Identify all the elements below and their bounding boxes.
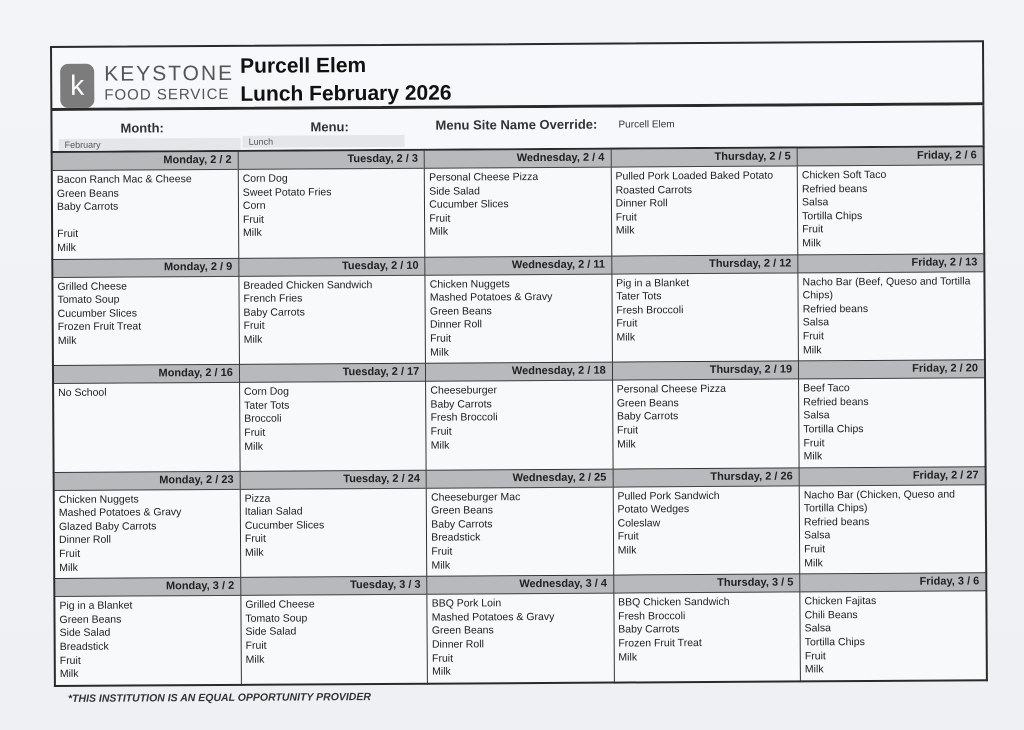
day-header: Thursday, 2 / 26 (613, 468, 798, 487)
day-header: Monday, 2 / 9 (53, 258, 238, 277)
menu-item: Milk (802, 237, 821, 250)
keystone-logo-icon: k (60, 64, 94, 108)
day-header: Friday, 2 / 6 (798, 147, 983, 166)
day-header: Tuesday, 2 / 10 (239, 257, 424, 276)
menu-item: Chicken Soft Taco (801, 168, 887, 182)
day-header: Monday, 3 / 2 (55, 578, 240, 597)
menu-item: Coleslaw (617, 517, 661, 530)
logo-text (104, 63, 234, 106)
menu-item: Side Salad (59, 627, 111, 640)
menu-item: Salsa (801, 196, 829, 209)
menu-item: Milk (243, 333, 263, 346)
day-cell (53, 364, 240, 472)
menu-item: Beef Taco (803, 382, 850, 395)
menu-item: Tomato Soup (245, 612, 308, 625)
day-header: Monday, 2 / 2 (53, 152, 238, 171)
menu-item: Milk (59, 668, 79, 681)
menu-item: Pig in a Blanket (616, 276, 690, 290)
day-cell (238, 150, 425, 258)
menu-item: Fruit (244, 533, 266, 546)
menu-item: Fruit (616, 424, 639, 437)
menu-item: Milk (57, 334, 77, 347)
month-value: February (59, 138, 241, 151)
menu-item: Baby Carrots (243, 306, 305, 319)
week-row (52, 253, 985, 365)
menu-item: Milk (617, 544, 637, 557)
menu-item: Grilled Cheese (245, 598, 315, 612)
header (50, 40, 984, 111)
menu-item: Baby Carrots (430, 398, 492, 411)
menu-item: Fresh Broccoli (616, 303, 684, 317)
menu-item: Corn Dog (243, 385, 289, 398)
menu-item: Broccoli (244, 412, 282, 426)
menu-item: Dinner Roll (429, 318, 482, 332)
week-row (52, 146, 985, 259)
title-block (240, 52, 452, 109)
menu-item: Milk (803, 450, 823, 463)
day-header: Friday, 2 / 13 (798, 254, 983, 273)
menu-item: Milk (616, 331, 636, 344)
menu-items (613, 380, 799, 455)
menu-item: Fruit (242, 213, 264, 226)
day-cell (797, 146, 984, 254)
day-header: Monday, 2 / 23 (55, 472, 240, 491)
override-label: Menu Site Name Override: (435, 116, 598, 133)
menu-item: Green Beans (56, 187, 119, 200)
override-value: Purcell Elem (618, 119, 675, 131)
menu-item: Salsa (804, 622, 831, 635)
menu-item: Refried beans (803, 515, 870, 529)
day-cell (800, 573, 987, 681)
menu-items (239, 275, 425, 350)
menu-items (799, 378, 984, 467)
day-header: Wednesday, 2 / 18 (426, 363, 611, 382)
menu-items (611, 166, 797, 241)
menu-item: Fruit (616, 317, 638, 330)
week-row (54, 466, 987, 578)
menu-calendar (51, 145, 988, 687)
menu-item: Glazed Baby Carrots (58, 520, 157, 533)
menu-item: Baby Carrots (431, 518, 493, 531)
menu-item: Fruit (617, 530, 639, 544)
day-cell (239, 363, 426, 471)
menu-item: Refried beans (802, 302, 869, 316)
school-name: Purcell Elem (240, 54, 367, 78)
menu-item: Personal Cheese Pizza (429, 171, 539, 184)
menu-item: Corn Dog (242, 172, 288, 185)
menu-item: Chicken Nuggets (429, 277, 510, 291)
week-row (53, 360, 986, 472)
menu-item: Italian Salad (244, 505, 303, 519)
menu-item: Milk (245, 653, 265, 666)
menu-item: Pig in a Blanket (59, 599, 133, 613)
day-header: Wednesday, 2 / 4 (425, 150, 610, 169)
menu-items (55, 596, 240, 685)
day-header: Friday, 2 / 27 (800, 467, 985, 486)
menu-item: Baby Carrots (56, 200, 119, 214)
menu-item: Chicken Fajitas (804, 595, 877, 608)
menu-item: Milk (59, 561, 78, 574)
menu-item: Frozen Fruit Treat (57, 320, 142, 334)
menu-item: Fruit (802, 223, 824, 236)
menu-item: Mashed Potatoes & Gravy (431, 610, 555, 624)
menu-items (613, 486, 799, 561)
menu-items (241, 488, 427, 563)
day-cell (54, 578, 241, 686)
menu-item: Fruit (59, 654, 81, 667)
day-cell (799, 466, 986, 574)
menu-item: Salsa (804, 529, 831, 542)
menu-item: Milk (432, 665, 451, 678)
day-cell (799, 360, 986, 468)
menu-item: Tater Tots (616, 290, 662, 303)
menu-title: Lunch February 2026 (240, 81, 452, 106)
menu-item: Side Salad (429, 184, 481, 198)
day-cell (54, 471, 241, 579)
menu-item: Milk (802, 343, 822, 356)
menu-item: Personal Cheese Pizza (616, 383, 726, 396)
menu-item: Tomato Soup (57, 293, 120, 307)
logo-line-1: KEYSTONE (104, 61, 235, 86)
day-cell (427, 575, 614, 683)
menu-item: Baby Carrots (616, 410, 679, 423)
menu-item: Grilled Cheese (57, 280, 127, 293)
day-cell (240, 470, 427, 578)
menu-items (800, 592, 985, 681)
menu-item: Milk (618, 651, 638, 664)
day-header: Thursday, 2 / 19 (613, 362, 798, 381)
day-header: Monday, 2 / 16 (54, 365, 239, 384)
day-cell (239, 257, 426, 365)
menu-item (57, 214, 234, 229)
menu-sheet (50, 40, 988, 705)
menu-item: Tortilla Chips (804, 636, 865, 649)
menu-item: No School (58, 386, 107, 400)
menu-item: Milk (615, 224, 635, 237)
menu-item: Milk (804, 556, 823, 570)
menu-items (239, 169, 425, 244)
day-header: Thursday, 3 / 5 (614, 575, 799, 594)
menu-item: Fruit (57, 228, 79, 241)
menu-item: Cheeseburger (430, 384, 497, 397)
menu-item: Dinner Roll (58, 534, 111, 547)
menu-item: Fruit (615, 211, 637, 224)
day-header: Tuesday, 2 / 17 (240, 364, 425, 383)
menu-item: Chicken Nuggets (58, 493, 139, 506)
menu-item: Tortilla Chips (802, 209, 863, 223)
menu-label: Menu: (310, 119, 349, 135)
menu-item: Fruit (243, 320, 265, 333)
menu-item: Mashed Potatoes & Gravy (58, 506, 182, 520)
menu-items (798, 272, 983, 361)
menu-item: Fruit (803, 436, 825, 449)
menu-items (241, 595, 427, 670)
day-cell (52, 151, 239, 259)
menu-item: Fruit (430, 425, 452, 438)
day-header: Friday, 2 / 20 (799, 360, 984, 379)
menu-item: Side Salad (245, 625, 297, 639)
menu-item: Green Beans (431, 504, 494, 517)
menu-item: Breadstick (431, 531, 481, 545)
menu-item: Pulled Pork Sandwich (617, 489, 720, 503)
menu-items (427, 487, 613, 576)
menu-item: Milk (244, 546, 264, 559)
menu-items (53, 276, 238, 351)
menu-items (53, 170, 238, 259)
menu-item: Salsa (802, 316, 830, 329)
menu-item: Breaded Chicken Sandwich (243, 278, 373, 292)
menu-item: Fruit (804, 649, 826, 663)
day-cell (425, 256, 612, 364)
day-header: Thursday, 2 / 5 (611, 148, 796, 167)
menu-items (240, 382, 426, 457)
menu-item: Fresh Broccoli (618, 609, 686, 623)
menu-item: Cucumber Slices (429, 198, 509, 211)
menu-items (800, 485, 985, 574)
menu-item: Green Beans (429, 305, 492, 318)
menu-items (612, 273, 798, 348)
menu-item: Fruit (245, 639, 267, 652)
menu-item: Sweet Potato Fries (242, 185, 332, 199)
day-cell (612, 361, 799, 469)
menu-item: BBQ Chicken Sandwich (618, 596, 730, 609)
day-cell (798, 253, 985, 361)
menu-item: Milk (804, 663, 824, 676)
menu-value: Lunch (243, 135, 405, 148)
day-cell (613, 574, 800, 682)
menu-item: Dinner Roll (431, 638, 484, 651)
day-header: Friday, 3 / 6 (800, 574, 985, 593)
menu-item: Fruit (431, 545, 453, 558)
menu-item: Fruit (429, 212, 451, 225)
day-cell (424, 149, 611, 257)
calendar-body (52, 146, 987, 685)
menu-item: Refried beans (803, 395, 869, 409)
menu-item: Milk (244, 440, 264, 453)
week-row (54, 573, 987, 686)
menu-item: Milk (57, 241, 76, 254)
menu-item: Milk (243, 227, 262, 240)
day-header: Wednesday, 2 / 11 (426, 256, 611, 275)
menu-items (614, 593, 800, 668)
menu-items (426, 381, 612, 456)
day-cell (611, 254, 798, 362)
menu-item: Mashed Potatoes & Gravy (429, 291, 553, 304)
menu-item: Milk (429, 225, 449, 239)
menu-item: Pulled Pork Loaded Baked Potato (615, 169, 774, 183)
menu-items (54, 383, 239, 404)
menu-item: Cheeseburger Mac (431, 490, 521, 504)
day-cell (611, 147, 798, 255)
menu-items (428, 594, 614, 683)
day-header: Tuesday, 2 / 24 (240, 470, 425, 489)
menu-item: Nacho Bar (Chicken, Queso and Tortilla Chips) (803, 488, 956, 515)
menu-items (798, 165, 983, 254)
menu-item: Fruit (244, 426, 266, 439)
menu-item: Fruit (59, 547, 81, 561)
menu-item: Tater Tots (244, 399, 290, 412)
menu-items (426, 274, 612, 363)
menu-item: Roasted Carrots (615, 183, 693, 197)
menu-item: Pizza (244, 492, 271, 505)
menu-item: Green Beans (616, 396, 679, 410)
menu-item: Milk (430, 439, 450, 452)
equal-opportunity-footnote: *THIS INSTITUTION IS AN EQUAL OPPORTUNITY PROVIDER (67, 690, 372, 705)
menu-item: Tortilla Chips (803, 422, 864, 436)
menu-item: Milk (617, 437, 636, 451)
menu-item: French Fries (243, 292, 303, 305)
menu-item: Salsa (803, 409, 830, 422)
menu-items (55, 490, 240, 579)
day-cell (52, 258, 239, 366)
menu-item: Fruit (804, 543, 826, 556)
menu-item: Fruit (430, 332, 452, 345)
menu-item: BBQ Pork Loin (431, 597, 502, 610)
menu-item: Bacon Ranch Mac & Cheese (56, 173, 192, 186)
menu-item: Fruit (431, 652, 454, 665)
menu-item: Nacho Bar (Beef, Queso and Tortilla Chips) (802, 274, 971, 302)
day-header: Tuesday, 2 / 3 (239, 151, 424, 170)
menu-item: Dinner Roll (615, 197, 668, 210)
menu-item: Milk (430, 346, 449, 359)
day-cell (613, 468, 800, 576)
menu-item: Cucumber Slices (57, 307, 138, 320)
day-header: Tuesday, 3 / 3 (241, 577, 426, 596)
month-label: Month: (120, 120, 164, 136)
menu-item: Baby Carrots (618, 623, 680, 636)
day-header: Thursday, 2 / 12 (612, 255, 797, 274)
logo-line-2: FOOD SERVICE (104, 85, 230, 104)
day-header: Wednesday, 3 / 4 (428, 576, 613, 595)
menu-item: Fresh Broccoli (430, 411, 498, 424)
menu-item: Refried beans (801, 182, 868, 196)
menu-items (425, 168, 611, 243)
menu-item: Green Beans (59, 613, 122, 626)
menu-item: Fruit (802, 330, 824, 343)
menu-item: Milk (431, 559, 451, 572)
menu-item: Corn (242, 199, 266, 213)
menu-item: Green Beans (431, 624, 494, 638)
menu-item: Frozen Fruit Treat (618, 637, 702, 650)
day-cell (241, 576, 428, 684)
day-cell (426, 469, 613, 577)
day-cell (426, 362, 613, 470)
day-header: Wednesday, 2 / 25 (427, 469, 612, 488)
menu-item: Chili Beans (804, 608, 858, 622)
menu-meta-row (50, 105, 984, 151)
menu-item: Potato Wedges (617, 503, 690, 516)
menu-item: Cucumber Slices (244, 519, 325, 532)
menu-item: Breadstick (59, 640, 109, 653)
